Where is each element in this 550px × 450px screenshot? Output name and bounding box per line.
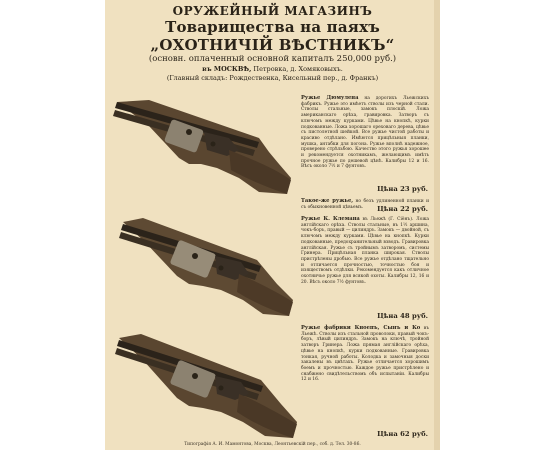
page-header: [105, 2, 440, 83]
city: въ МОСКВѢ,: [202, 65, 252, 73]
item-3-price: Цѣна 48 руб.: [377, 312, 428, 320]
shotgun-2-illustration: [117, 216, 305, 320]
item-4-title: Ружье фабрики Кноепъ, Сынъ и Ко: [301, 325, 421, 331]
street: Петровка, д. Хомяковыхъ.: [253, 65, 343, 73]
company-name: Товарищества на паяхъ „ОХОТНИЧІЙ ВѢСТНИКЪ“: [150, 18, 395, 54]
item-1-title: Ружье Дюмулена: [301, 95, 359, 101]
item-1-price: Цѣна 23 руб.: [377, 185, 428, 193]
catalog-page: [105, 0, 440, 450]
item-1-text: на дорогихъ Льежскихъ фабрикъ. Ружье это имѣетъ стволы изъ черной стали. Стволы стальные, замокъ плоскій. Ложа американскаго орѣха, гравировка. Затворъ съ ключомъ между курками. Цѣвье на кнопкѣ, курки подкованные. Ложа хорошаго ореховаго дерева, цѣвье съ пистолетной шейкой. Все ружье чистой работы и красиво отдѣлано. Имѣются прицѣльныя планки, мушка, антабки для погона. Ружье вполнѣ надежное, проверено стрѣльбою. Качество этого ружья хорошее и рекомендуется охотникамъ, желающимъ имѣть прочное ружье по дешевой цѣнѣ. Калибры 12 и 16. Вѣсъ около 7½ и 7 фунтовъ.: [301, 96, 429, 170]
item-4-price: Цѣна 62 руб.: [377, 430, 428, 438]
capital-note: (основн. оплаченный основной капиталъ 250,000 руб.): [148, 54, 397, 64]
item-2-price: Цѣна 22 руб.: [377, 205, 428, 213]
shotgun-3-illustration: [111, 332, 307, 442]
item-3-title: Ружье К. Клемана: [301, 216, 360, 222]
item-3-text: въ Льежѣ (Г. Сіёнъ). Ложа англійскаго орѣха. Стволы стальные, въ 1½ аршина, чокъ-боръ, правый — цилиндръ. Замокъ — двойной, съ ключомъ между курками. Цѣвье на кнопкѣ. Курки подкованные, предохранительный взводъ. Гравировка англійская. Ружье съ тройнымъ затворомъ, системы Гринера. Прицѣльная планка широкая. Стволы пристрѣлены дробью. Все ружье отдѣлано тщательно и отличается прочностью, точностью боя и изяществомъ отдѣлки. Рекомендуется какъ отличное охотничье ружье для всякой охоты. Калибры 12, 16 и 20. Вѣсъ около 7½ фунтовъ.: [301, 217, 430, 285]
shop-title: ОРУЖЕЙНЫЙ МАГАЗИНЪ: [172, 4, 373, 18]
item-4-description: [301, 326, 429, 383]
item-3-description: [301, 217, 429, 285]
item-1-description: [301, 96, 429, 170]
printer-footer: Типографія А. И. Мамонтова, Москва, Леонтьевскій пер., соб. д. Тел. 30-86.: [184, 442, 361, 447]
shotgun-1-illustration: [109, 98, 301, 198]
item-2-text: но безъ удлиненной планки и съ обыкновенной цѣвьемъ.: [301, 199, 429, 210]
item-2-title: Такое-же ружье,: [301, 198, 354, 204]
warehouse-address: (Главный складъ: Рождественка, Кисельный пер., д. Франкъ): [166, 74, 379, 82]
item-4-text: въ Льежѣ. Стволы изъ стальной проволоки, правый чокъ-боръ, лѣвый цилиндръ. Замокъ на ключѣ, тройной затворъ Гринера. Ложа прямая англійскаго орѣха, цѣвье на кнопкѣ, курки подкованные. Гравировка тонкая, ручной работы. Колодка и замочныя доски закалены въ цвѣтахъ. Ружье отличается хорошимъ боемъ и прочностью. Каждое ружье пристрѣлено и снабжено свидѣтельствомъ объ испытаніи. Калибры 12 и 16.: [301, 326, 429, 383]
shop-address: [105, 65, 440, 74]
